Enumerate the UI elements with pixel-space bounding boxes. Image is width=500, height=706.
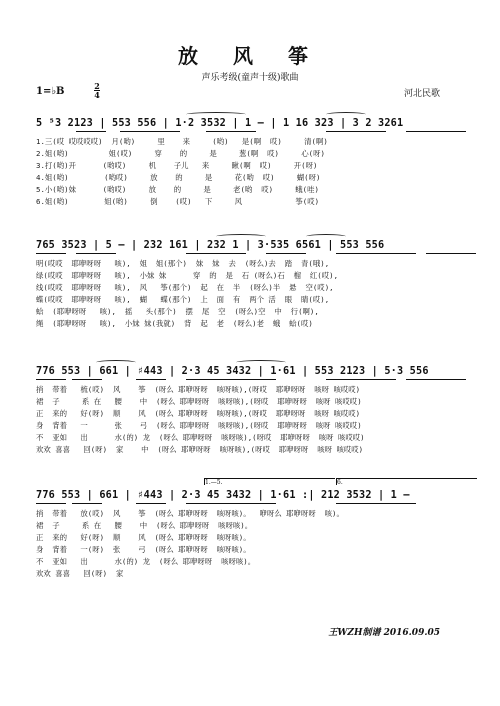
notes-line: 776 553 | 661 | ♯443 | 2·3 45 3432 | 1·61 :| 212 3532 | 1 — [36,490,410,501]
lyric-verse-2: 绿(哎哎 耶咿呀呀 咳), 小妹 妹 穿 的 是 石 (呀么)石 榴 红(哎), [36,271,339,280]
key-signature: 1=♭B [36,86,65,97]
notes-line: 5 ⁵3 2123 | 553 556 | 1·2 3532 | 1 — | 1 16 323 | 3 2 3261 [36,118,404,129]
notes-line: 765 3523 | 5 — | 232 161 | 232 1 | 3·535 6561 | 553 556 [36,240,385,251]
lyric-verse-5: 5.小(哟)妹 (哟哎) 放 的 是 老(哟 哎) 蛾(哇) [36,185,319,194]
lyric-verse-2: 裙 子 系 在 腰 中 (呀么 耶咿呀呀 咳呀咳)。 [36,521,253,530]
arranger-credit: 王WZH制谱 2016.09.05 [328,628,440,638]
meter-top: 2 [94,81,100,91]
lyric-verse-5: 不 亚如 出 水(的) 龙 (呀么 耶咿呀呀 咳呀咳)。 [36,557,256,566]
lyric-verse-4: 4.姐(哟) (哟哎) 放 的 是 花(哟 哎) 蝴(呀) [36,173,321,182]
lyric-verse-4: 蝶(哎哎 耶咿呀呀 咳), 蝴 蝶(那个) 上 面 有 两个 活 眼 睛(哎), [36,295,330,304]
lyric-verse-3: 线(哎哎 耶咿呀呀 咳), 风 筝(那个) 起 在 半 (呀么)半 悬 空(哎), [36,283,334,292]
lyric-verse-1: 明(哎哎 耶咿呀呀 咳), 姐 姐(那个) 妹 妹 去 (呀么)去 踏 青(哦), [36,259,330,268]
volta-first-ending: 1.—5. [204,478,335,485]
lyric-verse-5: 不 亚如 出 水(的) 龙 (呀么 耶咿呀呀 咳呀咳),(呀哎 耶咿呀呀 咳呀 咳哎哎) [36,433,365,442]
lyric-verse-1: 捎 带着 放(哎) 风 筝 (呀么 耶咿呀呀 咳呀咳)。 咿呀么 耶咿呀呀 咳)。 [36,509,344,518]
time-signature [94,82,100,99]
lyric-verse-2: 裙 子 系 在 腰 中 (呀么 耶咿呀呀 咳呀咳),(呀哎 耶咿呀呀 咳呀 咳哎哎) [36,397,362,406]
song-title: 放 风 筝 [178,44,322,68]
lyric-verse-3: 正 来的 好(呀) 顺 风 (呀么 耶咿呀呀 咳呀咳)。 [36,533,251,542]
lyric-verse-3: 正 来的 好(呀) 顺 风 (呀么 耶咿呀呀 咳呀咳),(呀哎 耶咿呀呀 咳呀 咳哎哎) [36,409,361,418]
meter-bottom: 4 [94,90,100,100]
lyric-verse-4: 身 背着 一 张 弓 (呀么 耶咿呀呀 咳呀咳),(呀哎 耶咿呀呀 咳呀 咳哎哎) [36,421,362,430]
lyric-verse-6: 欢欢 喜喜 回(呀) 家 [36,569,124,578]
lyric-verse-6: 绳 (耶咿呀呀 咳), 小妹 妹(我就) 背 起 老 (呀么)老 蛾 蛤(哎) [36,319,313,328]
lyric-verse-6: 6.姐(哟) 姐(哟) 倒 (哎) 下 风 筝(哎) [36,197,320,206]
notes-line: 776 553 | 661 | ♯443 | 2·3 45 3432 | 1·61 | 553 2123 | 5·3 556 [36,366,429,377]
volta-second-ending: 6. [336,478,477,485]
lyric-verse-1: 捎 带着 梳(哎) 风 筝 (呀么 耶咿呀呀 咳呀咳),(呀哎 耶咿呀呀 咳呀 咳哎哎) [36,385,361,394]
song-origin: 河北民歌 [403,89,440,99]
lyric-verse-3: 3.打(哟)开 (哟哎) 机 子儿 来 瞅(啊 哎) 开(呀) [36,161,318,170]
lyric-verse-2: 2.姐(哟) 姐(哎) 穿 的 是 葱(啊 哎) 心(呀) [36,149,325,158]
lyric-verse-5: 蛤 (耶咿呀呀 咳), 摇 头(那个) 摆 尾 空 (呀么)空 中 行(啊), [36,307,319,316]
song-subtitle: 声乐考级(童声十级)歌曲 [201,73,299,83]
lyric-verse-6: 欢欢 喜喜 回(呀) 家 中 (呀么 耶咿呀呀 咳呀咳),(呀哎 耶咿呀呀 咳呀 咳哎哎) [36,445,364,454]
lyric-verse-4: 身 背着 一(呀) 张 弓 (呀么 耶咿呀呀 咳呀咳)。 [36,545,251,554]
lyric-verse-1: 1.三(哎 哎哎哎哎) 月(哟) 里 来 (哟) 是(啊 哎) 清(啊) [36,137,328,146]
